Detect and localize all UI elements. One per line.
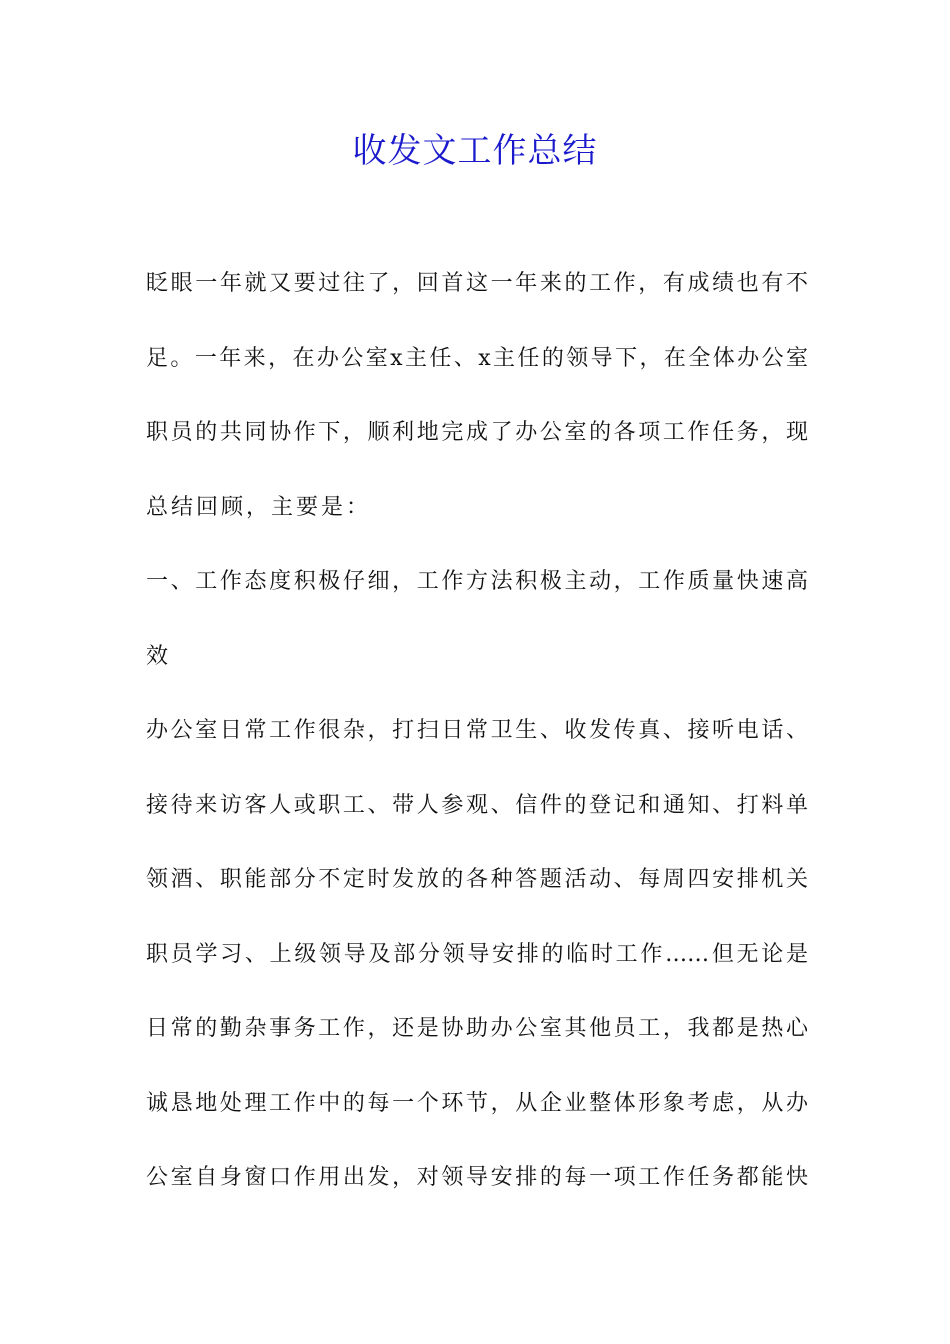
- body-line: 接待来访客人或职工、带人参观、信件的登记和通知、打料单: [146, 792, 808, 818]
- body-line: 日常的勤杂事务工作，还是协助办公室其他员工，我都是热心: [146, 1016, 808, 1041]
- body-line: 总结回顾，主要是：: [146, 494, 372, 520]
- body-line: 眨眼一年就又要过往了，回首这一年来的工作，有成绩也有不: [146, 271, 808, 296]
- body-line: 办公室日常工作很杂，打扫日常卫生、收发传真、接听电话、: [146, 718, 808, 743]
- body-line: 领酒、职能部分不定时发放的各种答题活动、每周四安排机关: [146, 867, 808, 892]
- body-line: 职员的共同协作下，顺利地完成了办公室的各项工作任务，现: [146, 420, 808, 445]
- body-line: 公室自身窗口作用出发，对领导安排的每一项工作任务都能快: [146, 1165, 808, 1190]
- document-title: 收发文工作总结: [352, 131, 598, 171]
- document-body: [146, 261, 808, 1230]
- body-line: 诚恳地处理工作中的每一个环节，从企业整体形象考虑，从办: [146, 1090, 808, 1116]
- body-line: 足。一年来，在办公室x主任、x主任的领导下，在全体办公室: [146, 345, 808, 371]
- section-heading-line: 效: [146, 643, 172, 669]
- body-line: 职员学习、上级领导及部分领导安排的临时工作……但无论是: [146, 941, 808, 967]
- section-heading-line: 一、工作态度积极仔细，工作方法积极主动，工作质量快速高: [146, 569, 808, 594]
